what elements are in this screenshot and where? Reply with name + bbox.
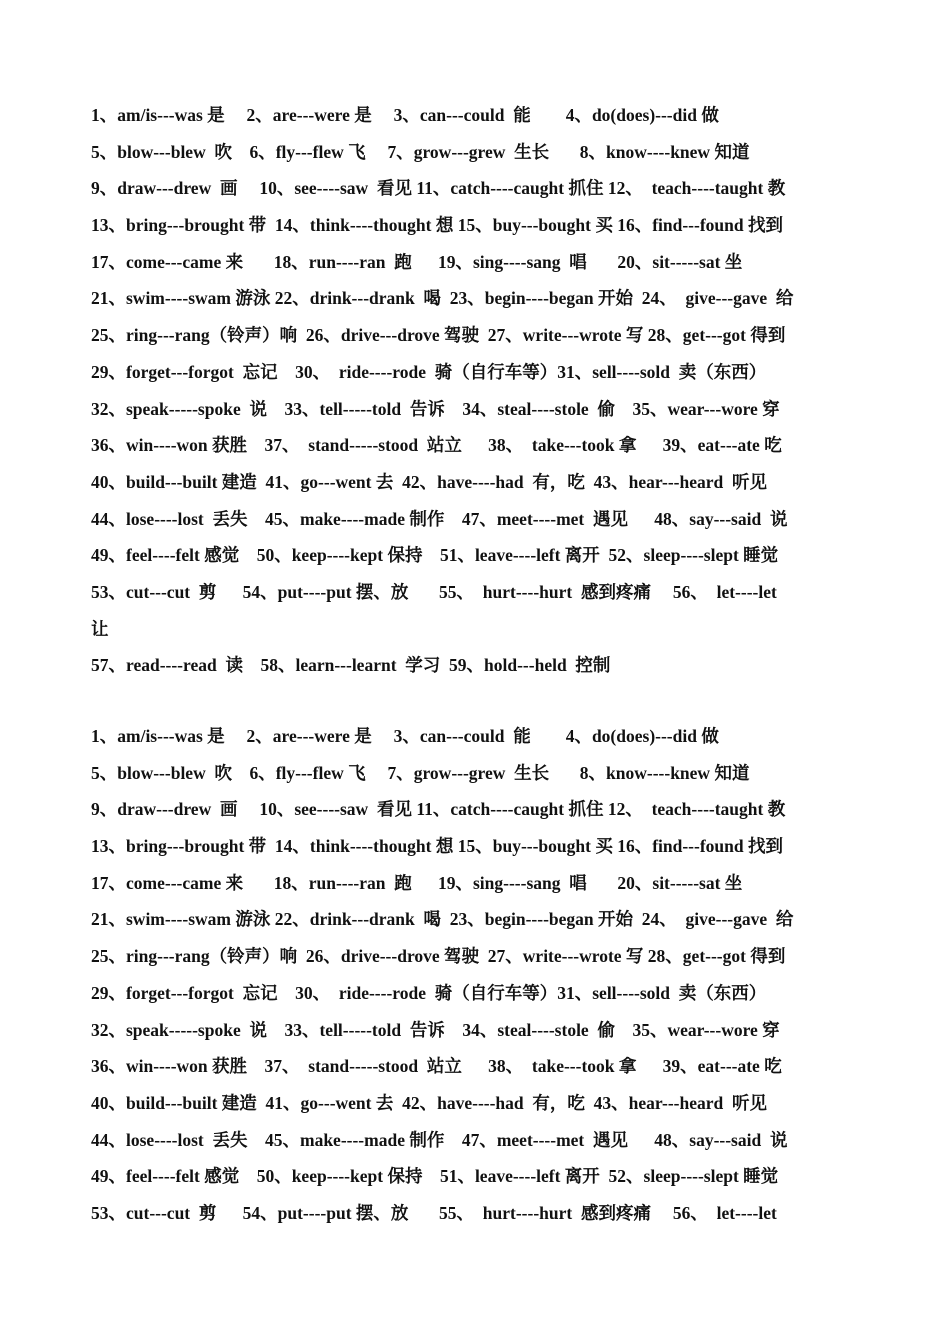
verb-line: 29、forget---forgot 忘记 30、 ride----rode 骑（自行车等）31、sell----sold 卖（东西） <box>91 361 767 382</box>
verb-line: 53、cut---cut 剪 54、put----put 摆、放 55、 hurt----hurt 感到疼痛 56、 let----let <box>91 581 777 602</box>
verb-line: 9、draw---drew 画 10、see----saw 看见 11、catch----caught 抓住 12、 teach----taught 教 <box>91 799 786 820</box>
verb-line: 9、draw---drew 画 10、see----saw 看见 11、catch----caught 抓住 12、 teach----taught 教 <box>91 178 786 199</box>
verb-line: 25、ring---rang（铃声）响 26、drive---drove 驾驶 27、write---wrote 写 28、get---got 得到 <box>91 946 786 967</box>
verb-line: 29、forget---forgot 忘记 30、 ride----rode 骑（自行车等）31、sell----sold 卖（东西） <box>91 982 767 1003</box>
verb-line: 49、feel----felt 感觉 50、keep----kept 保持 51、leave----left 离开 52、sleep----slept 睡觉 <box>91 1166 779 1187</box>
verb-line: 1、am/is---was 是 2、are---were 是 3、can---could 能 4、do(does)---did 做 <box>91 726 719 746</box>
verb-line: 5、blow---blew 吹 6、fly---flew 飞 7、grow---grew 生长 8、know----knew 知道 <box>91 141 750 162</box>
verb-list-block-1 <box>91 97 871 684</box>
verb-line: 13、bring---brought 带 14、think----thought 想 15、buy---bought 买 16、find---found 找到 <box>91 215 783 236</box>
verb-line: 17、come---came 来 18、run----ran 跑 19、sing----sang 唱 20、sit-----sat 坐 <box>91 251 743 272</box>
verb-line: 25、ring---rang（铃声）响 26、drive---drove 驾驶 27、write---wrote 写 28、get---got 得到 <box>91 325 786 346</box>
verb-line: 21、swim----swam 游泳 22、drink---drank 喝 23、begin----began 开始 24、 give---gave 给 <box>91 909 794 930</box>
verb-line: 49、feel----felt 感觉 50、keep----kept 保持 51、leave----left 离开 52、sleep----slept 睡觉 <box>91 545 779 566</box>
verb-line: 21、swim----swam 游泳 22、drink---drank 喝 23、begin----began 开始 24、 give---gave 给 <box>91 288 794 309</box>
verb-line: 17、come---came 来 18、run----ran 跑 19、sing----sang 唱 20、sit-----sat 坐 <box>91 872 743 893</box>
verb-line: 53、cut---cut 剪 54、put----put 摆、放 55、 hurt----hurt 感到疼痛 56、 let----let <box>91 1202 777 1223</box>
verb-line: 36、win----won 获胜 37、 stand-----stood 站立 38、 take---took 拿 39、eat---ate 吃 <box>91 1056 782 1077</box>
verb-line: 40、build---built 建造 41、go---went 去 42、have----had 有，吃 43、hear---heard 听见 <box>91 471 767 492</box>
verb-line: 44、lose----lost 丢失 45、make----made 制作 47、meet----met 遇见 48、say---said 说 <box>91 1129 788 1150</box>
verb-line: 57、read----read 读 58、learn---learnt 学习 59、hold---held 控制 <box>91 655 611 676</box>
verb-line: 32、speak-----spoke 说 33、tell-----told 告诉 34、steal----stole 偷 35、wear---wore 穿 <box>91 398 780 419</box>
verb-line: 13、bring---brought 带 14、think----thought 想 15、buy---bought 买 16、find---found 找到 <box>91 836 783 857</box>
verb-list-block-2 <box>91 718 871 1232</box>
verb-line: 5、blow---blew 吹 6、fly---flew 飞 7、grow---grew 生长 8、know----knew 知道 <box>91 762 750 783</box>
verb-line: 44、lose----lost 丢失 45、make----made 制作 47、meet----met 遇见 48、say---said 说 <box>91 508 788 529</box>
verb-line: 40、build---built 建造 41、go---went 去 42、have----had 有，吃 43、hear---heard 听见 <box>91 1092 767 1113</box>
verb-line-wrap: 让 <box>91 618 109 639</box>
verb-line: 32、speak-----spoke 说 33、tell-----told 告诉 34、steal----stole 偷 35、wear---wore 穿 <box>91 1019 780 1040</box>
verb-line: 36、win----won 获胜 37、 stand-----stood 站立 38、 take---took 拿 39、eat---ate 吃 <box>91 435 782 456</box>
verb-line: 1、am/is---was 是 2、are---were 是 3、can---could 能 4、do(does)---did 做 <box>91 105 719 125</box>
